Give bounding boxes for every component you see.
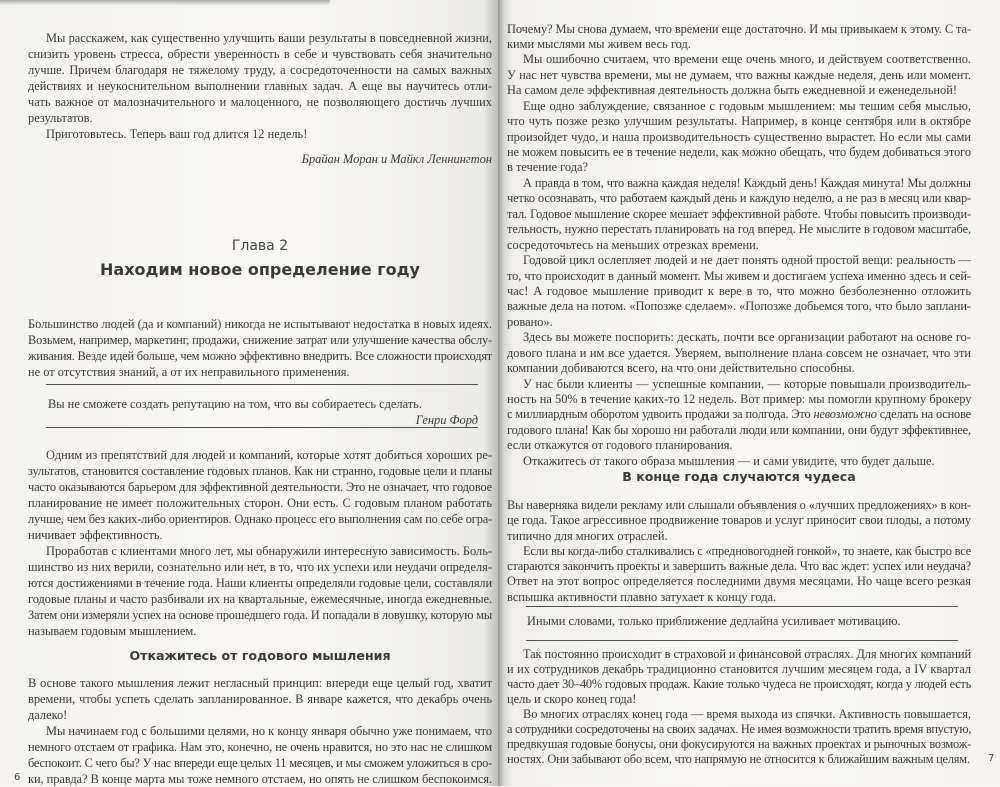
chapter-number: Глава 2 (231, 238, 289, 254)
chapter-title: Находим новое определение году (100, 260, 420, 279)
body-text (507, 22, 971, 470)
text-line: тал. Годовое мышление скорее мешает эффективной работе. Чтобы повысить производи- (507, 206, 971, 221)
text-line: что чуть позже резко улучшим результаты. Например, в конце сентября или в октябре (507, 114, 971, 129)
text-line: Большинство людей (да и компаний) никогда не испытывают недостатка в новых идеях. (28, 317, 492, 331)
text-line: дового плана и им все удается. Уверяем, выполнение плана совсем не означает, что эти (507, 345, 971, 360)
text-line: лучше, чем без каких-либо ориентиров. Однако процесс его выполнения сам по себе огра- (28, 512, 492, 526)
text-line: ничивает эффективность. (28, 528, 163, 542)
text-line: лучше. Причем благодаря не тяжелому труду, а сосредоточенности на самых важных (28, 63, 492, 77)
page-number: 7 (988, 753, 995, 764)
text-span: сделать на основе (876, 407, 971, 422)
text-line: шинство из них верили, сознательно или нет, в то, что их успехи или неудачи определя- (28, 560, 492, 574)
text-line: Одним из препятствий для людей и компаний, которые хотят добиться хороших ре- (46, 448, 492, 462)
text-line: А правда в том, что важна каждая неделя! Каждый день! Каждая минута! Мы должны (523, 175, 971, 190)
text-line: Мы расскажем, как существенно улучшить ваши результаты в повседневной жизни, (46, 31, 492, 45)
paragraph (28, 723, 492, 787)
epigraph-quote: Вы не сможете создать репутацию на том, что вы собираетесь сделать. (48, 397, 422, 411)
text-line: сосредоточьтесь на меньших отрезках времени. (507, 237, 759, 252)
emphasized-text: невозможно (813, 407, 877, 422)
text-line: предвкушая годовые бонусы, они фокусируются на важных проектах и рыночных возмож- (507, 737, 971, 752)
text-line: действиях и неукоснительном выполнении главных задач. А еще вы научитесь отли- (28, 79, 492, 93)
text-line: Возьмем, например, маркетинг, продажи, снижение затрат или улучшение качества обслу- (28, 333, 492, 347)
text-line: планирование не имеет положительных сторон. Они есть. С годовым планом работать (28, 496, 492, 510)
text-line: Годовой цикл ослепляет людей и не дает понять одной простой вещи: реальность — (523, 253, 971, 268)
text-line: не от отсутствия знаний, а от их неправильного применения. (28, 365, 350, 379)
left-page (0, 0, 498, 786)
text-line: часто оказываются барьером для эффективной деятельности. Это не означает, что годовое (28, 480, 492, 494)
page-number: 6 (14, 772, 21, 783)
text-line: це года. Такое агрессивное продвижение товаров и услуг приносит свои плоды, а потому (507, 513, 971, 528)
text-line: годовые планы и часто разбивали их на квартальные, ежемесячные, иногда ежедневные. (28, 592, 492, 606)
paragraph (28, 447, 492, 543)
paragraph (28, 126, 492, 142)
text-line: ются достижениями в течение года. Наши клиенты определяли годовые цели, составляли (28, 576, 492, 590)
text-line: в течение года? (507, 160, 589, 175)
text-line: ки, правда? В конце марта мы тоже немного отстаем, но опять не слишком беспокоимся. (28, 772, 492, 786)
text-line: часто дает 30–40% годовых продаж. Какие только чудеса не происходят, когда у людей есть (507, 676, 971, 691)
text-line: Мы ошибочно считаем, что времени еще очень много, и действуем соответственно. (523, 52, 971, 67)
section-heading: Откажитесь от годового мышления (129, 648, 391, 663)
chapter-intro (28, 316, 492, 380)
text-line: типично для многих отраслей. (507, 528, 668, 543)
text-line: Приготовьтесь. Теперь ваш год длится 12 недель! (46, 127, 308, 141)
section-text (507, 498, 971, 605)
text-line: если откажутся от годового планирования. (507, 438, 733, 453)
text-line: Почему? Мы снова думаем, что времени еще достаточно. И мы привыкаем к этому. С та- (507, 21, 971, 36)
text-line: снизить уровень стресса, обрести уверенность в себе и чувствовать себя значительно (28, 47, 492, 61)
paragraph (507, 707, 971, 768)
paragraph (507, 22, 971, 53)
paragraph (507, 544, 971, 605)
text-line: компании добиваются всего, на что они действительно способны. (507, 361, 855, 376)
text-line: У нас были клиенты — успешные компании, — которые повышали производитель- (523, 376, 971, 391)
paragraph (507, 647, 971, 708)
text-line: ностях. Они забывают обо всем, что напрямую не относится к ближайшим важным целям. (507, 752, 970, 767)
intro-author: Брайан Моран и Майкл Леннингтон (301, 152, 492, 166)
text-line: Здесь вы можете поспорить: дескать, почти все организации работают на основе го- (523, 330, 971, 345)
highlight-quote: Иными словами, только приближение дедлайна усиливает мотивацию. (527, 614, 901, 628)
text-line: Вы наверняка видели рекламу или слышали объявления о «лучших предложениях» в кон- (507, 498, 971, 512)
quote-divider (526, 640, 958, 641)
text-line: цель и скоро конец года! (507, 691, 637, 706)
right-page (498, 0, 1000, 786)
paragraph (507, 176, 971, 253)
section-heading: В конце года случаются чудеса (622, 469, 856, 484)
text-line: чать важное от малозначительного и малоценного, не позволяющего достичь лучших (28, 95, 492, 109)
text-line: беспокоит. С чего бы? У нас впереди еще целых 11 месяцев, и мы сможем уложиться в сро- (28, 756, 492, 770)
epigraph-author: Генри Форд (415, 413, 478, 427)
text-line: Во многих отраслях конец года — время выхода из спячки. Активность повышается, (523, 707, 971, 722)
text-line: тельность, нужно перестать планировать на год вперед. Не мыслите в годовом масштабе, (507, 222, 971, 237)
text-line: ность на 50% в течение каких-то 12 недель. Вот пример: мы помогли крупному брокеру (507, 392, 972, 406)
quote-divider (46, 384, 478, 385)
intro-text (28, 30, 492, 142)
text-line: результатов. (28, 111, 93, 125)
paragraph (507, 253, 971, 330)
paragraph (507, 99, 971, 176)
text-line: времени, чтобы успеть сделать запланированное. В январе кажется, что декабрь очень (28, 692, 492, 706)
paragraph (507, 52, 971, 98)
text-line: Если вы когда-либо сталкивались с «предновогодней гонкой», то знаете, как быстро все (523, 543, 971, 558)
text-line: и их сотрудников декабрь традиционно становится лучшим месяцем года, а IV квартал (507, 661, 971, 676)
text-line: четко осознавать, что работаем каждый день и каждую неделю, а не раз в месяц или квар- (507, 191, 971, 206)
text-line: немного отстаем от графика. Нам это, конечно, не очень нравится, но это нас не слишком (28, 740, 492, 754)
text-line: годового плана! Как бы хорошо ни работали люди или компании, они будут эффективнее, (507, 422, 971, 437)
paragraph (28, 543, 492, 639)
text-line: Мы начинаем год с большими целями, но к концу января обычно уже понимаем, что (46, 724, 492, 738)
text-line (507, 407, 971, 422)
text-line: называем годовым мышлением. (28, 624, 197, 638)
text-line: В основе такого мышления лежит негласный принцип: впереди еще целый год, хватит (28, 676, 492, 690)
text-line: стараются закончить проекты и завершить важные дела. Что вас ждет: успех или неудача? (507, 559, 971, 574)
quote-divider (526, 606, 958, 607)
section-text (28, 675, 492, 787)
text-line: На самом деле эффективная деятельность должна быть ежедневной и еженедельной! (507, 83, 957, 98)
text-line: вспышка активности плавно затухает к концу года. (507, 589, 777, 604)
text-line: Проработав с клиентами много лет, мы обнаружили интересную зависимость. Боль- (46, 544, 492, 558)
paragraph (507, 498, 971, 544)
text-line: Откажитесь от такого образа мышления — и сами увидите, что будет дальше. (523, 453, 935, 468)
paragraph (507, 330, 971, 376)
text-line: кими мыслями мы живем весь год. (507, 36, 691, 51)
text-line: Еще одно заблуждение, связанное с годовым мышлением: мы тешим себя мыслью, (523, 98, 971, 113)
text-line: Ответ на этот вопрос определяется последними двумя месяцами. Но чаще всего резкая (507, 574, 971, 589)
body-text (28, 447, 492, 639)
text-line: час! А годовое мышление приводит к вере в то, что можно безболезненно отложить (507, 283, 971, 298)
text-line: произойдет чудо, и наша производительность существенно вырастет. Но если мы сами (507, 129, 971, 144)
text-line: не можем повысить ее в течение недели, как можно обещать, что будем добиваться этого (507, 145, 971, 159)
text-line: У нас нет чувства времени, мы не думаем, что важны каждые неделя, день или момент. (507, 67, 971, 82)
paragraph (28, 30, 492, 126)
text-line: далеко! (28, 708, 68, 722)
text-line: живания. Везде идей больше, чем можно эффективно внедрить. Все сложности происходят (28, 349, 492, 363)
scan-shadow (0, 0, 330, 5)
quote-divider (46, 427, 478, 428)
section-text (507, 647, 971, 768)
text-line: Затем они измеряли успех на основе прошедшего года. И попадали в ловушку, которую мы (28, 608, 492, 622)
text-line: а сотрудники сосредоточены на своих задачах. Не имея возможности тратить время впустую, (507, 722, 971, 737)
text-line: зультатов, становится составление годовых планов. Как ни странно, годовые цели и планы (28, 464, 492, 478)
paragraph (507, 454, 971, 469)
text-line: Так постоянно происходит в страховой и финансовой отраслях. Для многих компаний (523, 646, 971, 661)
text-line: то, что происходит в данный момент. Мы живем и достигаем успеха именно здесь и сей- (507, 268, 971, 283)
text-line: ровано». (507, 314, 553, 329)
paragraph (28, 316, 492, 380)
text-span: с миллиардным оборотом удвоить продажи за полгода. Это (507, 407, 814, 422)
paragraph (28, 675, 492, 723)
text-line: важные дела на потом. «Попозже сделаем». «Попозже добьемся того, что было заплани- (507, 299, 971, 314)
paragraph (507, 377, 971, 454)
